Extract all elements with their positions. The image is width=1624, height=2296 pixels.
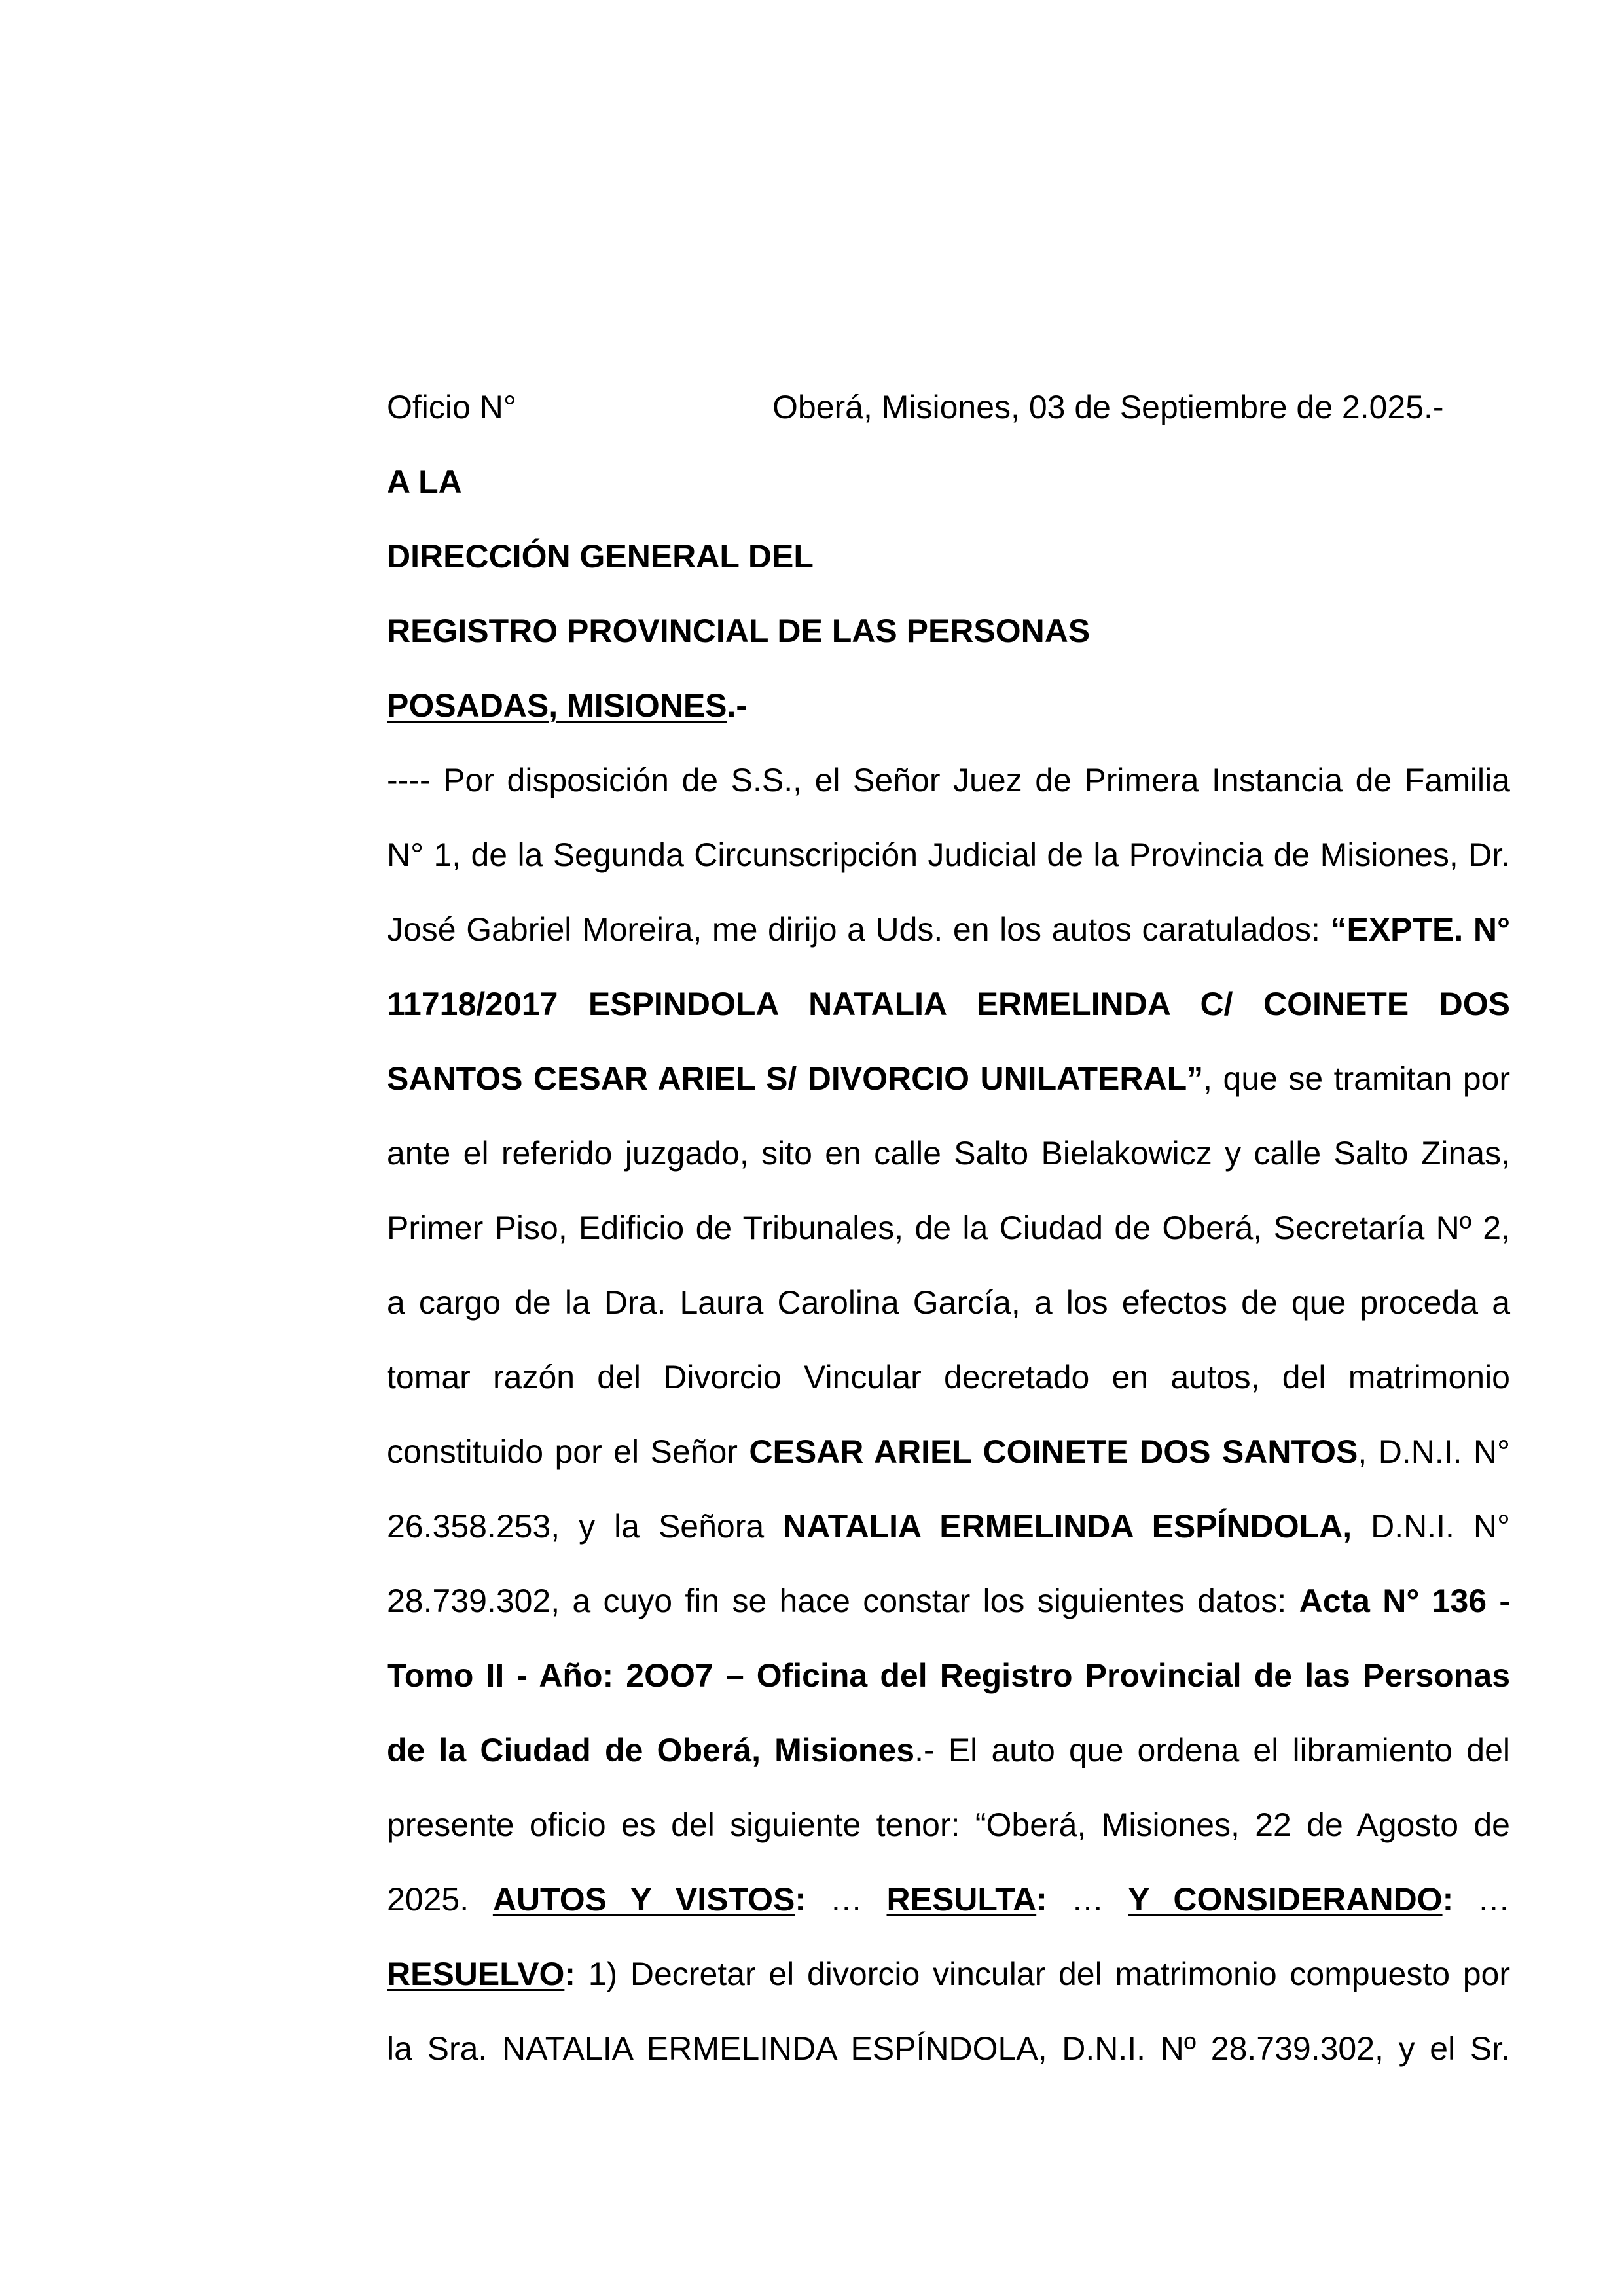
body-line-18: la Sra. NATALIA ERMELINDA ESPÍNDOLA, D.N.I. Nº 28.739.302, y el Sr.: [387, 2030, 1510, 2067]
ellipsis: …: [806, 1881, 887, 1918]
case-number-start: “EXPTE. N°: [1330, 911, 1510, 948]
body-line-14-text: .- El auto que ordena el libramiento del: [914, 1732, 1510, 1768]
autos-y-vistos-heading: AUTOS Y VISTOS: [492, 1881, 795, 1918]
addressee-city-suffix: .-: [727, 687, 748, 724]
body-line-3-text: José Gabriel Moreira, me dirijo a Uds. en los autos caratulados:: [387, 911, 1331, 948]
body-line-12: [387, 1581, 1510, 1621]
ellipsis: …: [1453, 1881, 1510, 1918]
registry-city: de la Ciudad de Oberá, Misiones: [387, 1732, 915, 1768]
addressee-line-1: A LA: [387, 463, 462, 500]
place-date: Oberá, Misiones, 03 de Septiembre de 2.025.-: [772, 389, 1444, 425]
resuelvo-heading: RESUELVO: [387, 1956, 565, 1992]
dni-label: D.N.I. N°: [1352, 1508, 1510, 1545]
colon: :: [1442, 1881, 1454, 1918]
body-line-3: [387, 910, 1510, 949]
body-line-16: [387, 1880, 1510, 1919]
addressee-city-line: [387, 686, 747, 725]
body-line-15: presente oficio es del siguiente tenor: “Oberá, Misiones, 22 de Agosto de: [387, 1806, 1510, 1843]
registry-data-line: Tomo II - Año: 2OO7 – Oficina del Registro Provincial de las Personas: [387, 1657, 1510, 1694]
body-line-10: [387, 1432, 1510, 1471]
considerando-heading: Y CONSIDERANDO: [1128, 1881, 1443, 1918]
body-line-5: [387, 1059, 1510, 1098]
case-title-line: 11718/2017 ESPINDOLA NATALIA ERMELINDA C/ COINETE DOS: [387, 986, 1510, 1022]
body-line-5-text: , que se tramitan por: [1203, 1060, 1510, 1097]
body-line-11: [387, 1507, 1510, 1546]
body-line-11-text: 26.358.253, y la Señora: [387, 1508, 784, 1545]
body-line-2: N° 1, de la Segunda Circunscripción Judicial de la Provincia de Misiones, Dr.: [387, 836, 1510, 873]
husband-name: CESAR ARIEL COINETE DOS SANTOS: [749, 1433, 1358, 1470]
case-title-end: SANTOS CESAR ARIEL S/ DIVORCIO UNILATERAL”: [387, 1060, 1204, 1097]
body-line-14: [387, 1731, 1510, 1770]
addressee-line-2: DIRECCIÓN GENERAL DEL: [387, 538, 814, 575]
wife-name: NATALIA ERMELINDA ESPÍNDOLA,: [783, 1508, 1352, 1545]
body-line-17: [387, 1954, 1510, 1994]
body-line-10-text: constituido por el Señor: [387, 1433, 749, 1470]
dni-label: , D.N.I. N°: [1358, 1433, 1511, 1470]
colon: :: [795, 1881, 806, 1918]
year-text: 2025.: [387, 1881, 493, 1918]
acta-number: Acta N° 136 -: [1299, 1583, 1510, 1619]
body-line-1: ---- Por disposición de S.S., el Señor Juez de Primera Instancia de Familia: [387, 762, 1510, 798]
colon: :: [1036, 1881, 1047, 1918]
body-line-9: tomar razón del Divorcio Vincular decretado en autos, del matrimonio: [387, 1359, 1510, 1395]
colon: :: [564, 1956, 575, 1992]
body-line-17-text: 1) Decretar el divorcio vincular del matrimonio compuesto por: [575, 1956, 1510, 1992]
body-line-8: a cargo de la Dra. Laura Carolina García, a los efectos de que proceda a: [387, 1284, 1510, 1321]
addressee-line-3: REGISTRO PROVINCIAL DE LAS PERSONAS: [387, 613, 1091, 649]
body-line-7: Primer Piso, Edificio de Tribunales, de la Ciudad de Oberá, Secretaría Nº 2,: [387, 1210, 1510, 1246]
body-line-6: ante el referido juzgado, sito en calle Salto Bielakowicz y calle Salto Zinas,: [387, 1135, 1510, 1172]
ellipsis: …: [1047, 1881, 1128, 1918]
oficio-number-label: Oficio N°: [387, 389, 516, 425]
addressee-city: POSADAS, MISIONES: [387, 687, 727, 724]
body-line-12-text: 28.739.302, a cuyo fin se hace constar los siguientes datos:: [387, 1583, 1299, 1619]
resulta-heading: RESULTA: [886, 1881, 1037, 1918]
